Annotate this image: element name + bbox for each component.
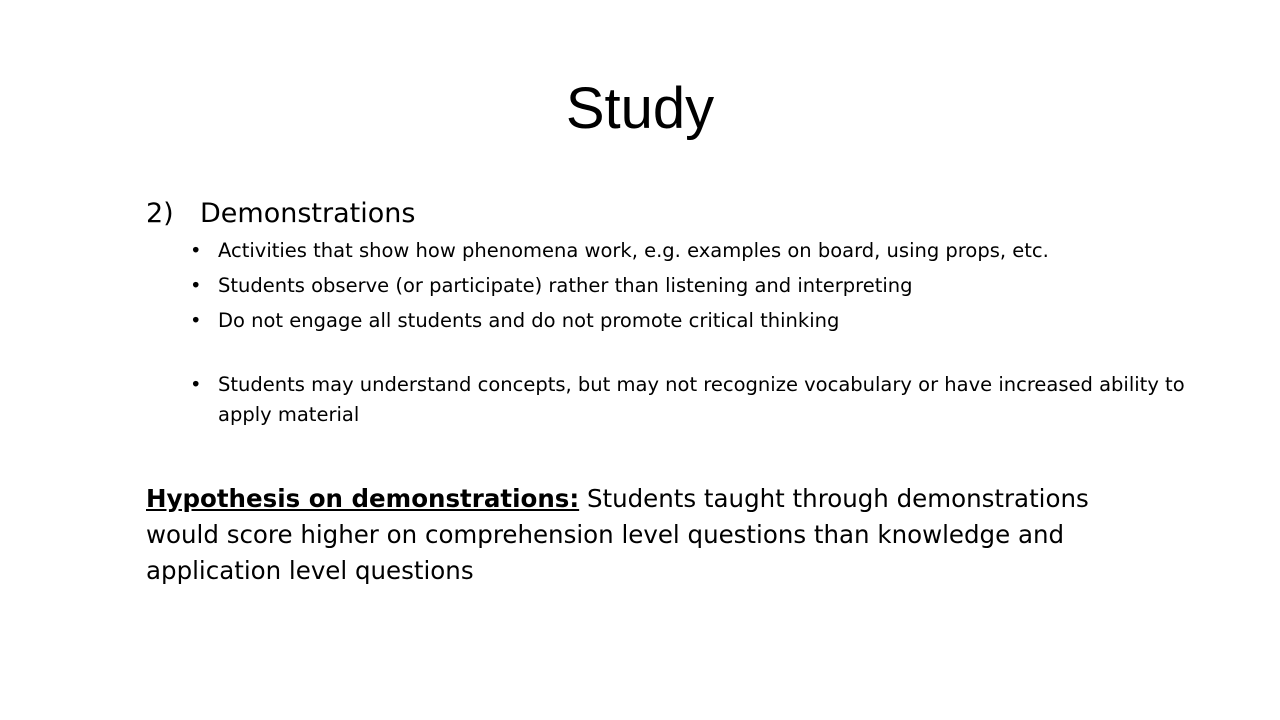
section-heading-text: Demonstrations xyxy=(200,198,416,229)
bullet-list xyxy=(190,236,1190,435)
bullet-text: Students may understand concepts, but may not recognize vocabulary or have increased ability to apply material xyxy=(218,373,1185,426)
hypothesis-paragraph xyxy=(146,481,1156,589)
hypothesis-label: Hypothesis on demonstrations: xyxy=(146,484,580,513)
bullet-icon: • xyxy=(190,274,202,297)
bullet-text: Students observe (or participate) rather than listening and interpreting xyxy=(218,274,913,297)
slide-title: Study xyxy=(565,76,715,141)
list-item xyxy=(190,306,1190,336)
bullet-icon: • xyxy=(190,309,202,332)
hypothesis-text: Students taught through demonstrations would score higher on comprehension level questions than knowledge and application level questions xyxy=(146,484,1089,585)
section-heading xyxy=(146,194,415,234)
bullet-icon: • xyxy=(190,373,202,396)
list-item xyxy=(190,236,1190,266)
bullet-text: Do not engage all students and do not promote critical thinking xyxy=(218,309,840,332)
bullet-text: Activities that show how phenomena work, e.g. examples on board, using props, etc. xyxy=(218,239,1049,262)
bullet-icon: • xyxy=(190,239,202,262)
section-number: 2) xyxy=(146,198,174,229)
list-item xyxy=(190,370,1190,430)
list-item xyxy=(190,271,1190,301)
